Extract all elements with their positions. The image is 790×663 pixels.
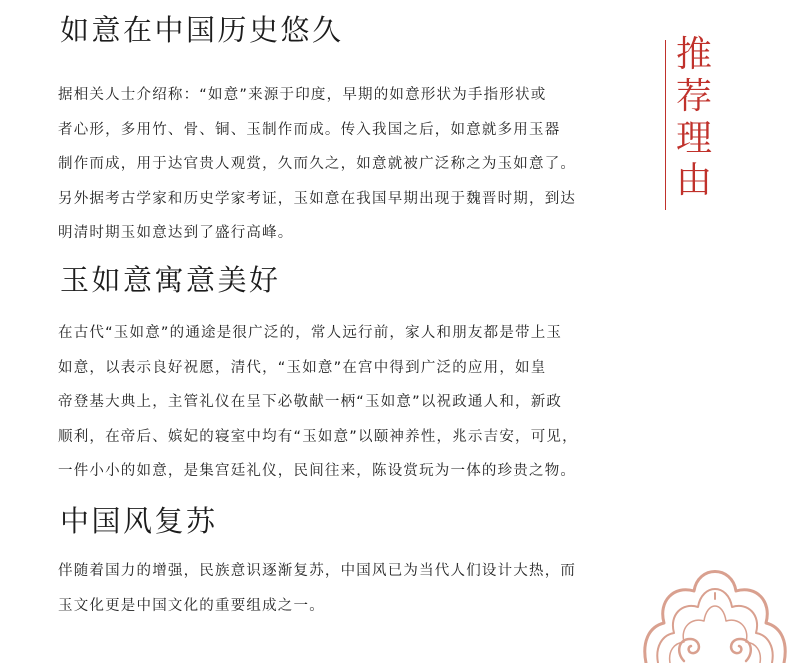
paragraph-line: 明清时期玉如意达到了盛行高峰。 [58,225,294,241]
section-paragraph-meaning [58,316,578,489]
side-label-char: 荐 [675,76,712,117]
section-heading-revival: 中国风复苏 [60,504,218,538]
section-heading-history: 如意在中国历史悠久 [60,13,344,47]
paragraph-line: 顺利，在帝后、嫔妃的寝室中均有“玉如意”以颐神养性，兆示吉安，可见， [58,428,578,445]
side-divider-line [665,40,666,210]
side-label-char: 理 [675,118,712,159]
side-label-char: 推 [675,34,712,75]
side-label-char: 由 [675,160,712,201]
ruyi-cloud-icon [640,535,790,663]
paragraph-line: 一件小小的如意，是集宫廷礼仪，民间往来，陈设赏玩为一体的珍贵之物。 [58,463,577,479]
paragraph-line: 制作而成，用于达官贵人观赏，久而久之，如意就被广泛称之为玉如意了。 [58,156,577,172]
section-paragraph-history [58,78,576,251]
paragraph-line: 在古代“玉如意”的通途是很广泛的，常人远行前，家人和朋友都是带上玉 [58,325,563,341]
paragraph-line: 帝登基大典上，主管礼仪在呈下必敬献一柄“玉如意”以祝政通人和，新政 [58,394,563,410]
paragraph-line: 如意，以表示良好祝愿，清代，“玉如意”在宫中得到广泛的应用，如皇 [58,359,547,376]
section-heading-meaning: 玉如意寓意美好 [60,263,281,297]
paragraph-line: 玉文化更是中国文化的重要组成之一。 [58,597,325,614]
section-paragraph-revival [58,554,576,623]
paragraph-line: 伴随着国力的增强，民族意识逐渐复苏，中国风已为当代人们设计大热，而 [58,563,577,579]
paragraph-line: 据相关人士介绍称：“如意”来源于印度，早期的如意形状为手指形状或 [58,87,547,103]
paragraph-line: 者心形，多用竹、骨、铜、玉制作而成。传入我国之后，如意就多用玉器 [58,121,561,138]
paragraph-line: 另外据考古学家和历史学家考证，玉如意在我国早期出现于魏晋时期，到达 [58,190,577,207]
